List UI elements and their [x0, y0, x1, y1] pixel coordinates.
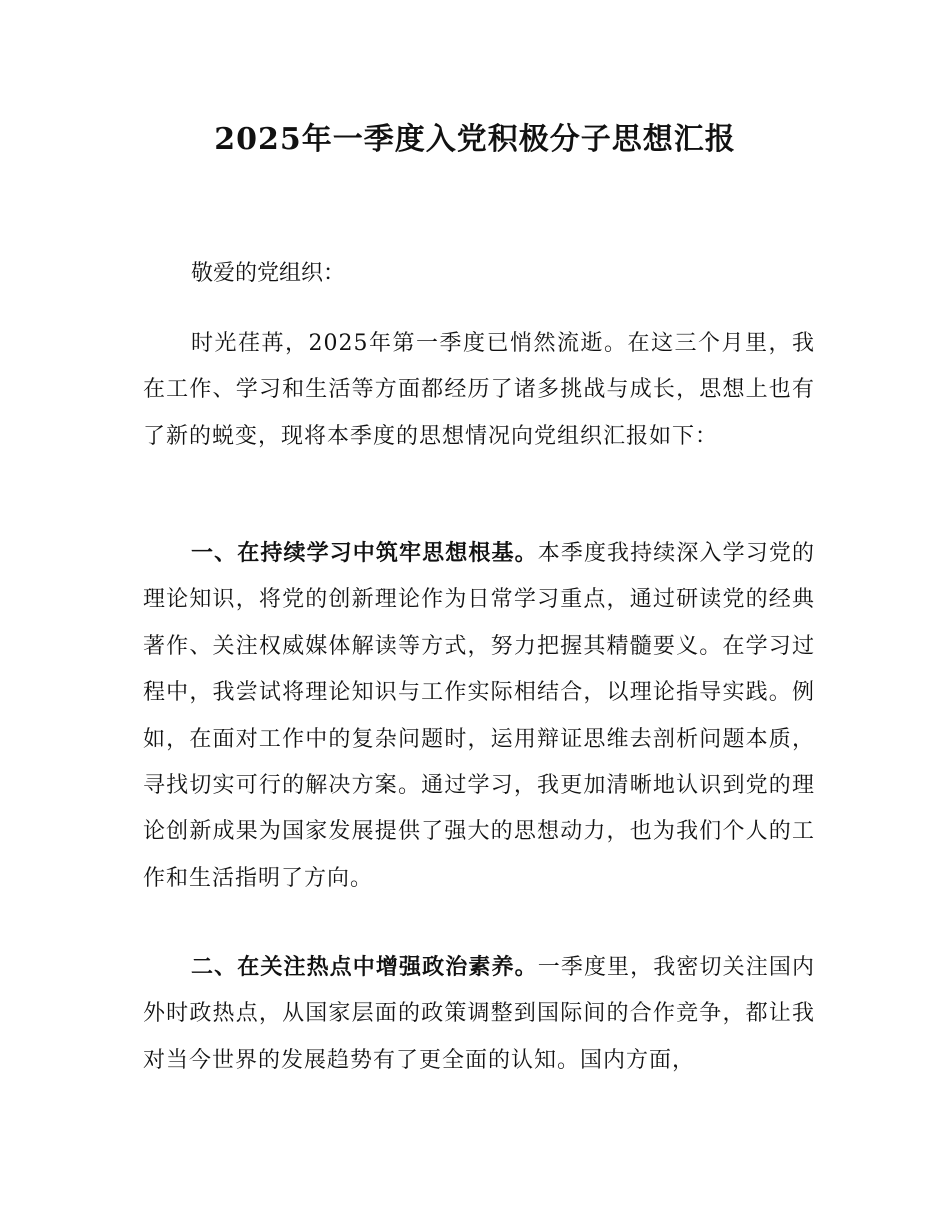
section-heading: 二、在关注热点中增强政治素养。	[191, 955, 538, 980]
document-title: 2025年一季度入党积极分子思想汇报	[214, 122, 736, 157]
paragraph-text: 时光荏苒，2025年第一季度已悄然流逝。在这三个月里，我在工作、学习和生活等方面都经历了诸多挑战与成长，思想上也有了新的蜕变，现将本季度的思想情况向党组织汇报如下：	[143, 331, 815, 449]
paragraph-text: 本季度我持续深入学习党的理论知识，将党的创新理论作为日常学习重点，通过研读党的经典著作、关注权威媒体解读等方式，努力把握其精髓要义。在学习过程中，我尝试将理论知识与工作实际相结合，以理论指导实践。例如，在面对工作中的复杂问题时，运用辩证思维去剖析问题本质，寻找切实可行的解决方案。通过学习，我更加清晰地认识到党的理论创新成果为国家发展提供了强大的思想动力，也为我们个人的工作和生活指明了方向。	[143, 541, 815, 891]
paragraph-section-1	[143, 531, 815, 902]
paragraph-section-2	[143, 945, 815, 1084]
salutation: 敬爱的党组织：	[191, 261, 346, 286]
section-heading: 一、在持续学习中筑牢思想根基。	[191, 541, 538, 566]
paragraph-text: 一季度里，我密切关注国内外时政热点，从国家层面的政策调整到国际间的合作竞争，都让我对当今世界的发展趋势有了更全面的认知。国内方面，	[143, 955, 815, 1073]
paragraph-intro	[143, 321, 815, 460]
